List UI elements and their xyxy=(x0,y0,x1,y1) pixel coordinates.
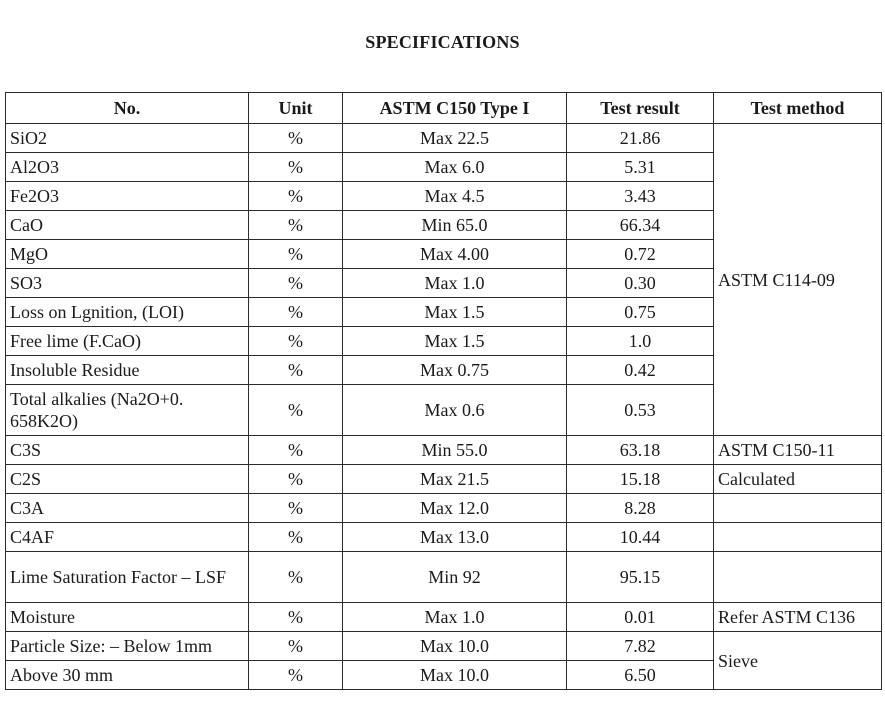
row-name: CaO xyxy=(6,211,249,240)
row-spec: Max 1.0 xyxy=(343,603,567,632)
row-name: SO3 xyxy=(6,269,249,298)
row-unit: % xyxy=(249,298,343,327)
table-header-row xyxy=(6,93,882,124)
header-no: No. xyxy=(6,93,249,124)
row-unit: % xyxy=(249,153,343,182)
row-spec: Max 4.5 xyxy=(343,182,567,211)
row-result: 8.28 xyxy=(567,494,714,523)
row-unit: % xyxy=(249,465,343,494)
header-test-result: Test result xyxy=(567,93,714,124)
table-row xyxy=(6,436,882,465)
row-name: Particle Size: – Below 1mm xyxy=(6,632,249,661)
table-row xyxy=(6,465,882,494)
row-name: Lime Saturation Factor – LSF xyxy=(6,552,249,603)
row-name: Loss on Lgnition, (LOI) xyxy=(6,298,249,327)
row-unit: % xyxy=(249,603,343,632)
row-unit: % xyxy=(249,269,343,298)
row-spec: Max 0.75 xyxy=(343,356,567,385)
row-result: 0.30 xyxy=(567,269,714,298)
row-unit: % xyxy=(249,494,343,523)
row-name: Total alkalies (Na2O+0. 658K2O) xyxy=(6,385,249,436)
row-result: 5.31 xyxy=(567,153,714,182)
row-result: 63.18 xyxy=(567,436,714,465)
row-result: 15.18 xyxy=(567,465,714,494)
row-spec: Min 55.0 xyxy=(343,436,567,465)
row-result: 95.15 xyxy=(567,552,714,603)
row-spec: Max 10.0 xyxy=(343,661,567,690)
method-chemical: ASTM C114-09 xyxy=(714,124,882,436)
method-empty xyxy=(714,494,882,523)
row-name: Fe2O3 xyxy=(6,182,249,211)
row-spec: Max 1.0 xyxy=(343,269,567,298)
row-spec: Min 92 xyxy=(343,552,567,603)
row-spec: Max 0.6 xyxy=(343,385,567,436)
row-unit: % xyxy=(249,661,343,690)
row-unit: % xyxy=(249,356,343,385)
row-result: 1.0 xyxy=(567,327,714,356)
row-result: 0.01 xyxy=(567,603,714,632)
row-name: SiO2 xyxy=(6,124,249,153)
row-spec: Max 4.00 xyxy=(343,240,567,269)
row-name: MgO xyxy=(6,240,249,269)
table-row xyxy=(6,552,882,603)
method-moisture: Refer ASTM C136 xyxy=(714,603,882,632)
page-title: SPECIFICATIONS xyxy=(365,32,520,52)
row-name: Free lime (F.CaO) xyxy=(6,327,249,356)
row-unit: % xyxy=(249,436,343,465)
row-result: 3.43 xyxy=(567,182,714,211)
table-row xyxy=(6,632,882,661)
method-c3s: ASTM C150-11 xyxy=(714,436,882,465)
row-spec: Max 12.0 xyxy=(343,494,567,523)
row-result: 7.82 xyxy=(567,632,714,661)
row-unit: % xyxy=(249,552,343,603)
row-name: C4AF xyxy=(6,523,249,552)
row-result: 10.44 xyxy=(567,523,714,552)
row-name: Insoluble Residue xyxy=(6,356,249,385)
row-result: 0.72 xyxy=(567,240,714,269)
row-spec: Max 1.5 xyxy=(343,327,567,356)
row-unit: % xyxy=(249,124,343,153)
method-empty xyxy=(714,552,882,603)
row-spec: Max 21.5 xyxy=(343,465,567,494)
row-spec: Max 13.0 xyxy=(343,523,567,552)
table-row xyxy=(6,494,882,523)
header-astm: ASTM C150 Type I xyxy=(343,93,567,124)
header-unit: Unit xyxy=(249,93,343,124)
row-unit: % xyxy=(249,211,343,240)
method-calculated: Calculated xyxy=(714,465,882,494)
row-spec: Max 6.0 xyxy=(343,153,567,182)
specifications-table xyxy=(5,92,882,690)
table-row xyxy=(6,603,882,632)
row-spec: Max 22.5 xyxy=(343,124,567,153)
table-row xyxy=(6,124,882,153)
method-empty xyxy=(714,523,882,552)
header-test-method: Test method xyxy=(714,93,882,124)
row-name: Moisture xyxy=(6,603,249,632)
row-unit: % xyxy=(249,327,343,356)
row-name: C3S xyxy=(6,436,249,465)
row-unit: % xyxy=(249,523,343,552)
row-result: 66.34 xyxy=(567,211,714,240)
row-unit: % xyxy=(249,240,343,269)
table-row xyxy=(6,523,882,552)
row-name: C2S xyxy=(6,465,249,494)
row-result: 21.86 xyxy=(567,124,714,153)
row-unit: % xyxy=(249,632,343,661)
row-spec: Max 1.5 xyxy=(343,298,567,327)
row-result: 0.53 xyxy=(567,385,714,436)
row-name: C3A xyxy=(6,494,249,523)
row-spec: Min 65.0 xyxy=(343,211,567,240)
row-result: 0.75 xyxy=(567,298,714,327)
method-sieve: Sieve xyxy=(714,632,882,690)
row-result: 0.42 xyxy=(567,356,714,385)
row-name: Above 30 mm xyxy=(6,661,249,690)
row-spec: Max 10.0 xyxy=(343,632,567,661)
row-unit: % xyxy=(249,385,343,436)
row-unit: % xyxy=(249,182,343,211)
row-name: Al2O3 xyxy=(6,153,249,182)
row-result: 6.50 xyxy=(567,661,714,690)
